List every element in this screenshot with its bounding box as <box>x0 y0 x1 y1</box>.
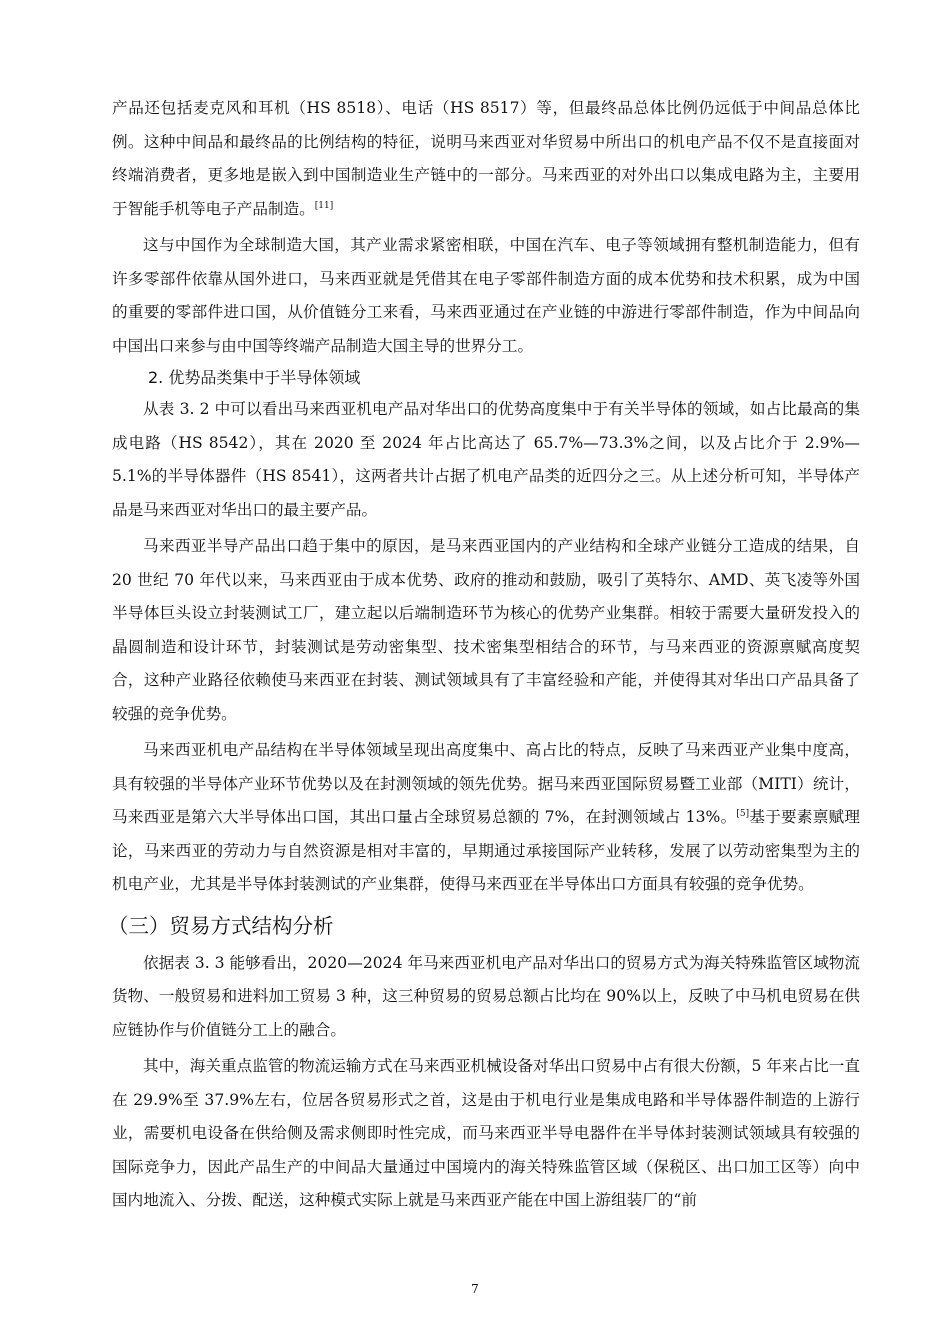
paragraph-table-3-3: 依据表 3. 3 能够看出，2020—2024 年马来西亚机电产品对华出口的贸易方式为海关特殊监管区域物流货物、一般贸易和进料加工贸易 3 种，这三种贸易的贸易总额占比均在 90%以上，反映了中马机电贸易在供应链协作与价值链分工上的融合。 <box>112 953 860 1039</box>
paragraph-bonded-logistics: 其中，海关重点监管的物流运输方式在马来西亚机械设备对华出口贸易中占有很大份额，5 年来占比一直在 29.9%至 37.9%左右，位居各贸易形式之首，这是由于机电行业是集成电路和半导体器件制造的上游行业，需要机电设备在供给侧及需求侧即时性完成，而马来西亚半导电器件在半导体封装测试领域具有较强的国际竞争力，因此产品生产的中间品大量通过中国境内的海关特殊监管区域（保税区、出口加工区等）向中国内地流入、分拨、配送，这种模式实际上就是马来西亚产能在中国上游组装厂的“前 <box>112 1057 860 1209</box>
paragraph-china-manufacturing: 这与中国作为全球制造大国，其产业需求紧密相联，中国在汽车、电子等领域拥有整机制造能力，但有许多零部件依靠从国外进口，马来西亚就是凭借其在电子零部件制造方面的成本优势和技术积累，成为中国的重要的零部件进口国，从价值链分工来看，马来西亚通过在产业链的中游进行零部件制造，作为中间品向中国出口来参与由中国等终端产品制造大国主导的世界分工。 <box>112 236 860 355</box>
document-body <box>108 92 860 1218</box>
subsection-heading-semiconductor: 2. 优势品类集中于半导体领域 <box>148 368 361 387</box>
paragraph-concentration-reasons: 马来西亚半导产品出口趋于集中的原因，是马来西亚国内的产业结构和全球产业链分工造成的结果，自 20 世纪 70 年代以来，马来西亚由于成本优势、政府的推动和鼓励，吸引了英特尔、AMD、英飞凌等外国半导体巨头设立封装测试工厂，建立起以后端制造环节为核心的优势产业集群。相较于需要大量研发投入的晶圆制造和设计环节，封装测试是劳动密集型、技术密集型相结合的环节，与马来西亚的资源禀赋高度契合，这种产业路径依赖使马来西亚在封装、测试领域具有了丰富经验和产能，并使得其对华出口产品具备了较强的竞争优势。 <box>112 537 860 723</box>
section-heading-trade-mode: （三）贸易方式结构分析 <box>108 913 334 938</box>
paragraph-text: 基于要素禀赋理论，马来西亚的劳动力与自然资源是相对丰富的，早期通过承接国际产业转移，发展了以劳动密集型为主的机电产业，尤其是半导体封装测试的产业集群，使得马来西亚在半导体出口方面具有较强的竞争优势。 <box>112 808 860 893</box>
paragraph-text: 马来西亚机电产品结构在半导体领域呈现出高度集中、高占比的特点，反映了马来西亚产业集中度高，具有较强的半导体产业环节优势以及在封测领域的领先优势。据马来西亚国际贸易暨工业部（MITI）统计，马来西亚是第六大半导体出口国，其出口量占全球贸易总额的 7%，在封测领域占 13%。 <box>112 741 860 826</box>
paragraph-intermediate-goods <box>112 92 860 226</box>
paragraph-table-3-2: 从表 3. 2 中可以看出马来西亚机电产品对华出口的优势高度集中于有关半导体的领域，如占比最高的集成电路（HS 8542），其在 2020 至 2024 年占比高达了 65.7%—73.3%之间，以及占比介于 2.9%—5.1%的半导体器件（HS 8541），这两者共计占据了机电产品类的近四分之三。从上述分析可知，半导体产品是马来西亚对华出口的最主要产品。 <box>112 400 860 519</box>
paragraph-text: 产品还包括麦克风和耳机（HS 8518）、电话（HS 8517）等，但最终品总体比例仍远低于中间品总体比例。这种中间品和最终品的比例结构的特征，说明马来西亚对华贸易中所出口的机电产品不仅不是直接面对终端消费者，更多地是嵌入到中国制造业生产链中的一部分。马来西亚的对外出口以集成电路为主，主要用于智能手机等电子产品制造。 <box>112 99 860 218</box>
citation: [5] <box>736 808 750 819</box>
page-number: 7 <box>471 1282 479 1296</box>
paragraph-miti-statistics <box>112 734 860 902</box>
citation: [11] <box>314 200 334 211</box>
